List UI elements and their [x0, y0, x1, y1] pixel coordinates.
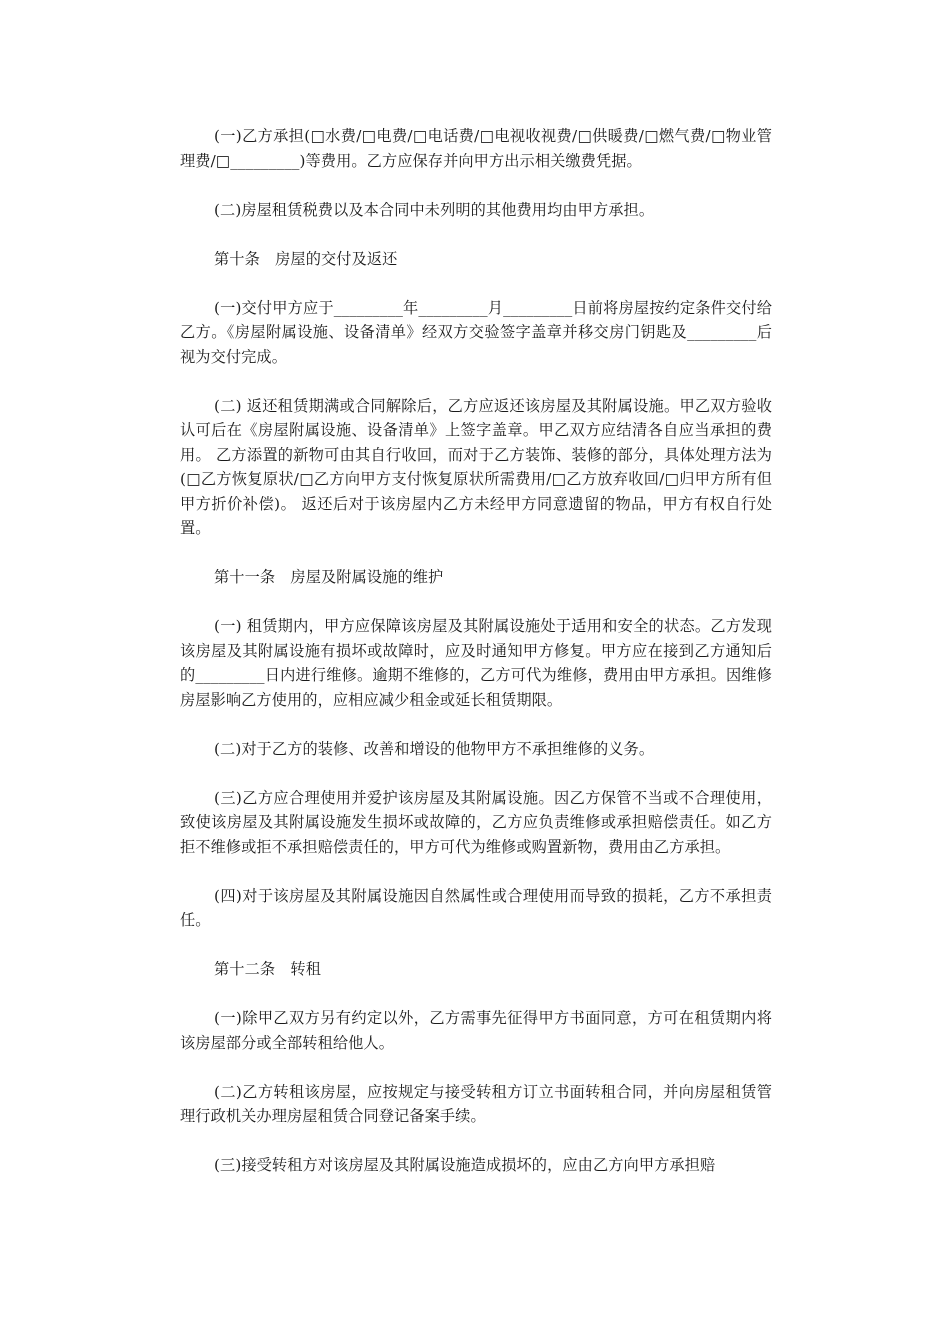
article-10-heading: 第十条 房屋的交付及返还: [214, 249, 398, 268]
article-11-heading: 第十一条 房屋及附属设施的维护: [214, 568, 444, 586]
article-11-item-1: (一) 租赁期内，甲方应保障该房屋及其附属设施处于适用和安全的状态。乙方发现该房屋及其附属设施有损坏或故障时，应及时通知甲方修复。甲方应在接到乙方通知后的_________日内进行维修。逾期不维修的，乙方可代为维修，费用由甲方承担。因维修房屋影响乙方使用的，应相应减少租金或延长租赁期限。: [180, 617, 772, 709]
article-12-item-1: (一)除甲乙双方另有约定以外，乙方需事先征得甲方书面同意，方可在租赁期内将该房屋部分或全部转租给他人。: [180, 1009, 772, 1052]
article-10-item-2: (二) 返还租赁期满或合同解除后，乙方应返还该房屋及其附属设施。甲乙双方验收认可后在《房屋附属设施、设备清单》上签字盖章。甲乙双方应结清各自应当承担的费用。 乙方添置的新物可由其自行收回，而对于乙方装饰、装修的部分，具体处理方法为(□乙方恢复原状/□乙方向甲方支付恢复原状所需费用/□乙方放弃收回/□归甲方所有但甲方折价补偿)。 返还后对于该房屋内乙方未经甲方同意遗留的物品，甲方有权自行处置。: [180, 396, 772, 537]
document-body: [180, 124, 772, 1202]
article-11-item-4: (四)对于该房屋及其附属设施因自然属性或合理使用而导致的损耗，乙方不承担责任。: [180, 886, 772, 929]
article-12-heading: 第十二条 转租: [214, 960, 322, 978]
article-11-item-2: (二)对于乙方的装修、改善和增设的他物甲方不承担维修的义务。: [214, 739, 655, 758]
clause-9-item-2: (二)房屋租赁税费以及本合同中未列明的其他费用均由甲方承担。: [214, 200, 655, 219]
article-11-item-3: (三)乙方应合理使用并爱护该房屋及其附属设施。因乙方保管不当或不合理使用，致使该房屋及其附属设施发生损坏或故障的，乙方应负责维修或承担赔偿责任。如乙方拒不维修或拒不承担赔偿责任的，甲方可代为维修或购置新物，费用由乙方承担。: [180, 788, 772, 856]
clause-9-item-1: (一)乙方承担(□水费/□电费/□电话费/□电视收视费/□供暖费/□燃气费/□物业管理费/□_________)等费用。乙方应保存并向甲方出示相关缴费凭据。: [180, 127, 772, 170]
article-12-item-2: (二)乙方转租该房屋，应按规定与接受转租方订立书面转租合同，并向房屋租赁管理行政机关办理房屋租赁合同登记备案手续。: [180, 1082, 772, 1125]
article-10-item-1: (一)交付甲方应于_________年_________月_________日前将房屋按约定条件交付给乙方。《房屋附属设施、设备清单》经双方交验签字盖章并移交房门钥匙及_________后视为交付完成。: [180, 298, 772, 366]
article-12-item-3: (三)接受转租方对该房屋及其附属设施造成损坏的，应由乙方向甲方承担赔: [214, 1156, 716, 1174]
